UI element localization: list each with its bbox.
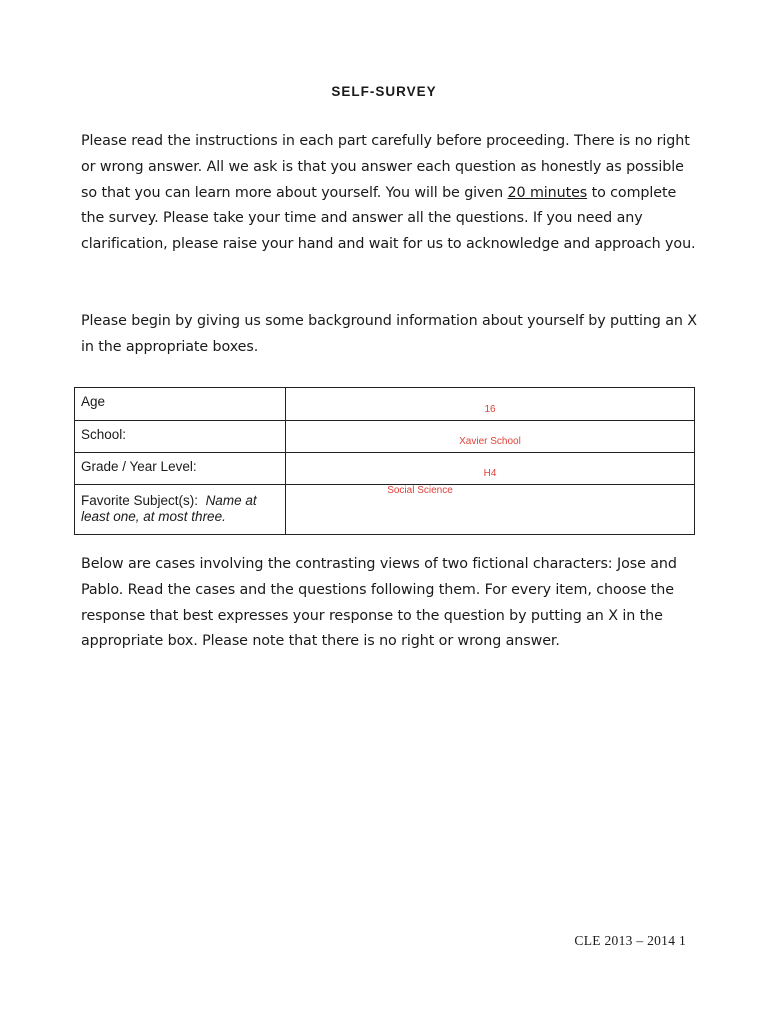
subjects-hint: Name at least one, at most three. xyxy=(81,493,257,524)
intro-paragraph xyxy=(81,129,701,258)
intro-text-after: to complete the survey. Please take your time and answer all the questions. If you need any clarification, please raise your hand and wait for us to acknowledge and approach you. xyxy=(81,184,696,253)
time-limit: 20 minutes xyxy=(507,184,588,201)
table-row-subjects xyxy=(75,485,695,535)
table-row-school xyxy=(75,421,695,453)
grade-value: H4 xyxy=(483,468,497,479)
age-label: Age xyxy=(75,388,286,421)
subjects-field[interactable] xyxy=(286,485,695,535)
intro-text-before: Please read the instructions in each part carefully before proceeding. There is no right or wrong answer. All we ask is that you answer each question as honestly as possible so that you can learn more about yourself. You will be given xyxy=(81,133,690,201)
page-footer: CLE 2013 – 2014 1 xyxy=(574,933,686,948)
school-label: School: xyxy=(75,421,286,453)
page-title: SELF-SURVEY xyxy=(331,84,437,99)
table-row-grade xyxy=(75,453,695,485)
subjects-value: Social Science xyxy=(387,485,453,496)
school-field[interactable] xyxy=(286,421,695,453)
cases-intro-paragraph: Below are cases involving the contrasting views of two fictional characters: Jose and Pablo. Read the cases and the questions following them. For every item, choose the response that best expresses your response to the question by putting an X in the appropriate box. Please note that there is no right or wrong answer. xyxy=(81,556,677,650)
grade-field[interactable] xyxy=(286,453,695,485)
subjects-label: Favorite Subject(s): xyxy=(81,493,199,508)
table-row-age xyxy=(75,388,695,421)
background-info-table xyxy=(74,387,695,535)
age-field[interactable] xyxy=(286,388,695,421)
background-prompt: Please begin by giving us some background information about yourself by putting an X in the appropriate boxes. xyxy=(81,313,697,355)
age-value: 16 xyxy=(484,404,496,415)
grade-label: Grade / Year Level: xyxy=(75,453,286,485)
school-value: Xavier School xyxy=(459,436,521,447)
